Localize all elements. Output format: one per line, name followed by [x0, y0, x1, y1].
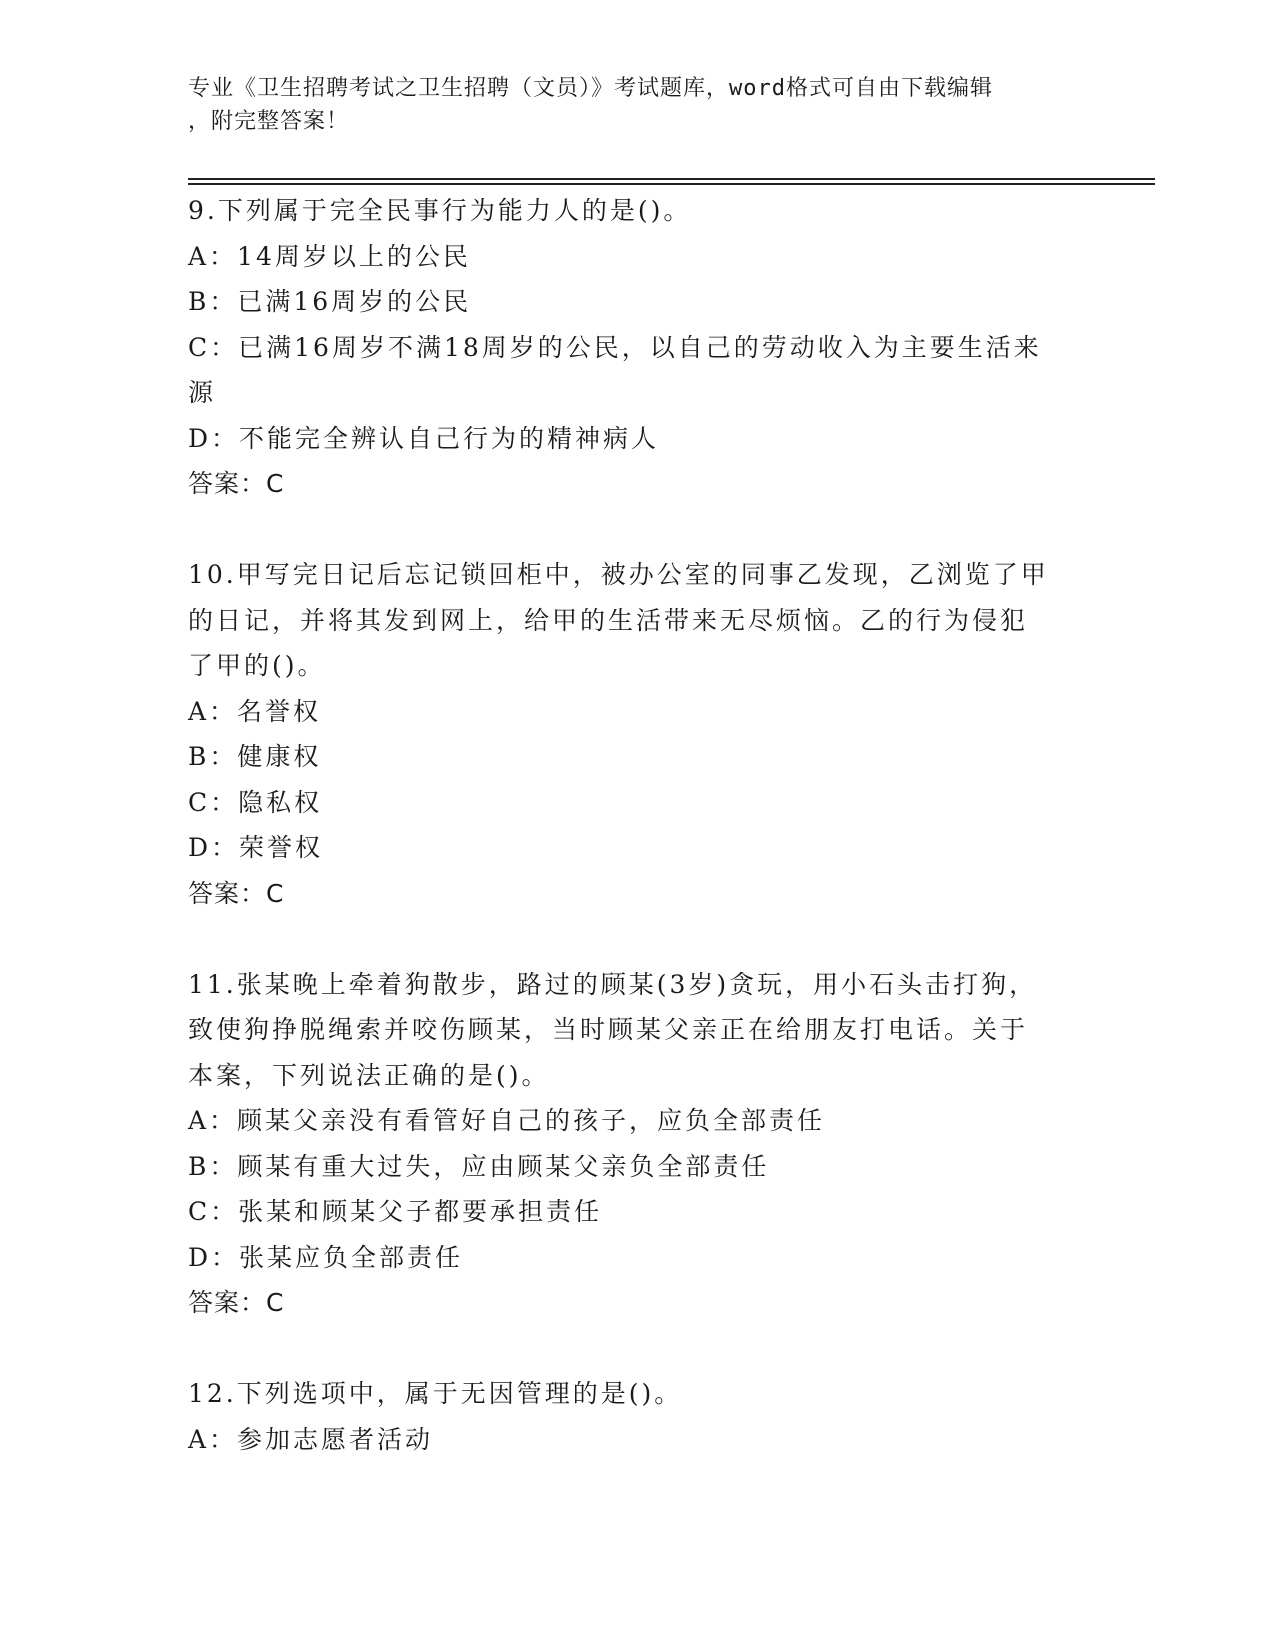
question-stem-line-1: 11.张某晚上牵着狗散步，路过的顾某(3岁)贪玩，用小石头击打狗， — [188, 969, 1038, 999]
question-12 — [188, 1371, 1088, 1462]
header-line-1: 专业《卫生招聘考试之卫生招聘（文员）》考试题库，word格式可自由下载编辑 — [188, 76, 993, 101]
question-10 — [188, 552, 1088, 916]
question-stem-line-3: 了甲的()。 — [188, 651, 326, 680]
header-divider-bottom — [188, 183, 1155, 185]
answer: 答案：C — [188, 1288, 285, 1317]
question-stem-line-2: 的日记，并将其发到网上，给甲的生活带来无尽烦恼。乙的行为侵犯 — [188, 605, 1029, 635]
header-divider-top — [188, 178, 1155, 180]
document-header — [188, 72, 1068, 138]
spacer — [188, 1326, 1088, 1372]
option-c: C：张某和顾某父子都要承担责任 — [188, 1197, 603, 1226]
question-stem: 9.下列属于完全民事行为能力人的是()。 — [188, 196, 692, 225]
spacer — [188, 916, 1088, 962]
question-stem-line-3: 本案，下列说法正确的是()。 — [188, 1060, 550, 1090]
option-c: C：已满16周岁不满18周岁的公民，以自己的劳动收入为主要生活来 — [188, 332, 1042, 362]
answer: 答案：C — [188, 469, 285, 498]
option-a: A：顾某父亲没有看管好自己的孩子，应负全部责任 — [188, 1106, 826, 1135]
option-a: A：14周岁以上的公民 — [188, 241, 471, 271]
option-a: A：名誉权 — [188, 696, 322, 726]
option-a: A：参加志愿者活动 — [188, 1424, 434, 1454]
question-list — [188, 188, 1088, 1462]
question-stem-line-2: 致使狗挣脱绳索并咬伤顾某，当时顾某父亲正在给朋友打电话。关于 — [188, 1015, 1029, 1044]
option-b: B：健康权 — [188, 742, 322, 771]
option-b: B：顾某有重大过失，应由顾某父亲负全部责任 — [188, 1151, 770, 1181]
option-d: D：不能完全辨认自己行为的精神病人 — [188, 423, 660, 453]
question-stem: 12.下列选项中，属于无因管理的是()。 — [188, 1379, 683, 1408]
question-stem-line-1: 10.甲写完日记后忘记锁回柜中，被办公室的同事乙发现，乙浏览了甲 — [188, 560, 1049, 589]
answer: 答案：C — [188, 878, 285, 908]
option-c-continued: 源 — [188, 378, 217, 407]
option-d: D：张某应负全部责任 — [188, 1242, 464, 1272]
question-9 — [188, 188, 1088, 507]
option-b: B：已满16周岁的公民 — [188, 287, 472, 316]
option-c: C：隐私权 — [188, 787, 323, 817]
option-d: D：荣誉权 — [188, 833, 324, 862]
question-11 — [188, 962, 1088, 1326]
spacer — [188, 507, 1088, 553]
header-line-2: ，附完整答案！ — [188, 109, 350, 134]
